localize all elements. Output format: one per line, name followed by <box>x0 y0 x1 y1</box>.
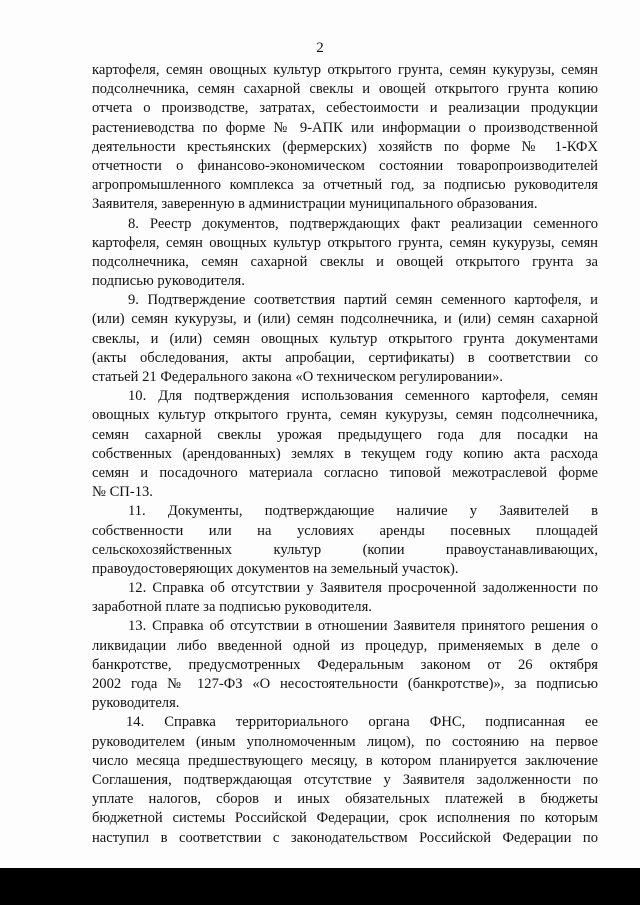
text-line: банкротстве, предусмотренных Федеральным законом от 26 октября <box>92 656 598 673</box>
text-line: 12. Справка об отсутствии у Заявителя просроченной задолженности по <box>128 580 598 597</box>
text-line: 9. Подтверждение соответствия партий семян семенного картофеля, и <box>128 292 598 309</box>
text-line: № СП-13. <box>92 484 153 501</box>
text-line: семян и посадочного материала согласно типовой межотраслевой форме <box>92 464 598 481</box>
text-line: 11. Документы, подтверждающие наличие у Заявителей в <box>128 503 598 520</box>
text-line: сельскохозяйственных культур (копии правоустанавливающих, <box>92 541 598 558</box>
text-line: агропромышленного комплекса за отчетный год, за подписью руководителя <box>92 177 598 194</box>
text-line: свеклы, и (или) семян овощных культур открытого грунта документами <box>92 330 598 347</box>
text-line: отчетности о финансово-экономическом состоянии товаропроизводителей <box>92 157 598 174</box>
text-line: семян сахарной свеклы урожая предыдущего года для посадки на <box>92 426 598 443</box>
text-line: подписью руководителя. <box>92 273 245 290</box>
text-line: картофеля, семян овощных культур открытого грунта, семян кукурузы, семян <box>92 62 598 78</box>
text-line: статьей 21 Федерального закона «О техническом регулировании». <box>92 369 504 385</box>
text-line: подсолнечника, семян сахарной свеклы и овощей открытого грунта копию <box>92 81 598 98</box>
page-number: 2 <box>316 40 324 56</box>
text-line: 2002 года № 127-ФЗ «О несостоятельности (банкротстве)», за подписью <box>92 676 598 692</box>
text-line: овощных культур открытого грунта, семян кукурузы, семян подсолнечника, <box>92 407 598 424</box>
text-line: ликвидации либо введенной одной из процедур, применяемых в деле о <box>92 637 598 654</box>
text-line: правоудостоверяющих документов на земельный участок). <box>92 560 459 577</box>
text-line: 14. Справка территориального органа ФНС, подписанная ее <box>126 714 598 731</box>
text-line: отчета о производстве, затратах, себестоимости и реализации продукции <box>92 100 598 117</box>
text-line: деятельности крестьянских (фермерских) хозяйств по форме № 1-КФХ <box>92 138 598 155</box>
text-line: (акты обследования, акты апробации, сертификаты) в соответствии со <box>92 349 598 366</box>
text-line: наступил в соответствии с законодательством Российской Федерации по <box>92 829 598 846</box>
text-line: Заявителя, заверенную в администрации муниципального образования. <box>92 196 538 213</box>
text-line: собственности или на условиях аренды посевных площадей <box>92 522 598 539</box>
text-line: 10. Для подтверждения использования семенного картофеля, семян <box>128 388 598 405</box>
text-line: руководителя. <box>92 695 180 712</box>
text-line: Соглашения, подтверждающая отсутствие у Заявителя задолженности по <box>92 771 598 788</box>
text-line: (или) семян кукурузы, и (или) семян подсолнечника, и (или) семян сахарной <box>92 311 598 328</box>
text-line: собственных (арендованных) землях в текущем году копию акта расхода <box>92 445 598 462</box>
document-text-body <box>92 61 598 848</box>
text-line: картофеля, семян овощных культур открытого грунта, семян кукурузы, семян <box>92 234 598 251</box>
text-line: заработной плате за подписью руководителя. <box>92 599 372 616</box>
scan-bottom-border <box>0 868 640 905</box>
text-line: число месяца предшествующего месяцу, в котором планируется заключение <box>92 752 598 769</box>
text-line: подсолнечника, семян сахарной свеклы и овощей открытого грунта за <box>92 253 598 270</box>
text-line: уплате налогов, сборов и иных обязательных платежей в бюджеты <box>92 791 598 808</box>
text-line: бюджетной системы Российской Федерации, срок исполнения по которым <box>92 810 598 827</box>
text-line: руководителем (иным уполномоченным лицом), по состоянию на первое <box>92 733 598 750</box>
text-line: растениеводства по форме № 9-АПК или информации о производственной <box>92 119 598 136</box>
text-line: 13. Справка об отсутствии в отношении Заявителя принятого решения о <box>128 618 598 635</box>
text-line: 8. Реестр документов, подтверждающих факт реализации семенного <box>128 215 598 232</box>
